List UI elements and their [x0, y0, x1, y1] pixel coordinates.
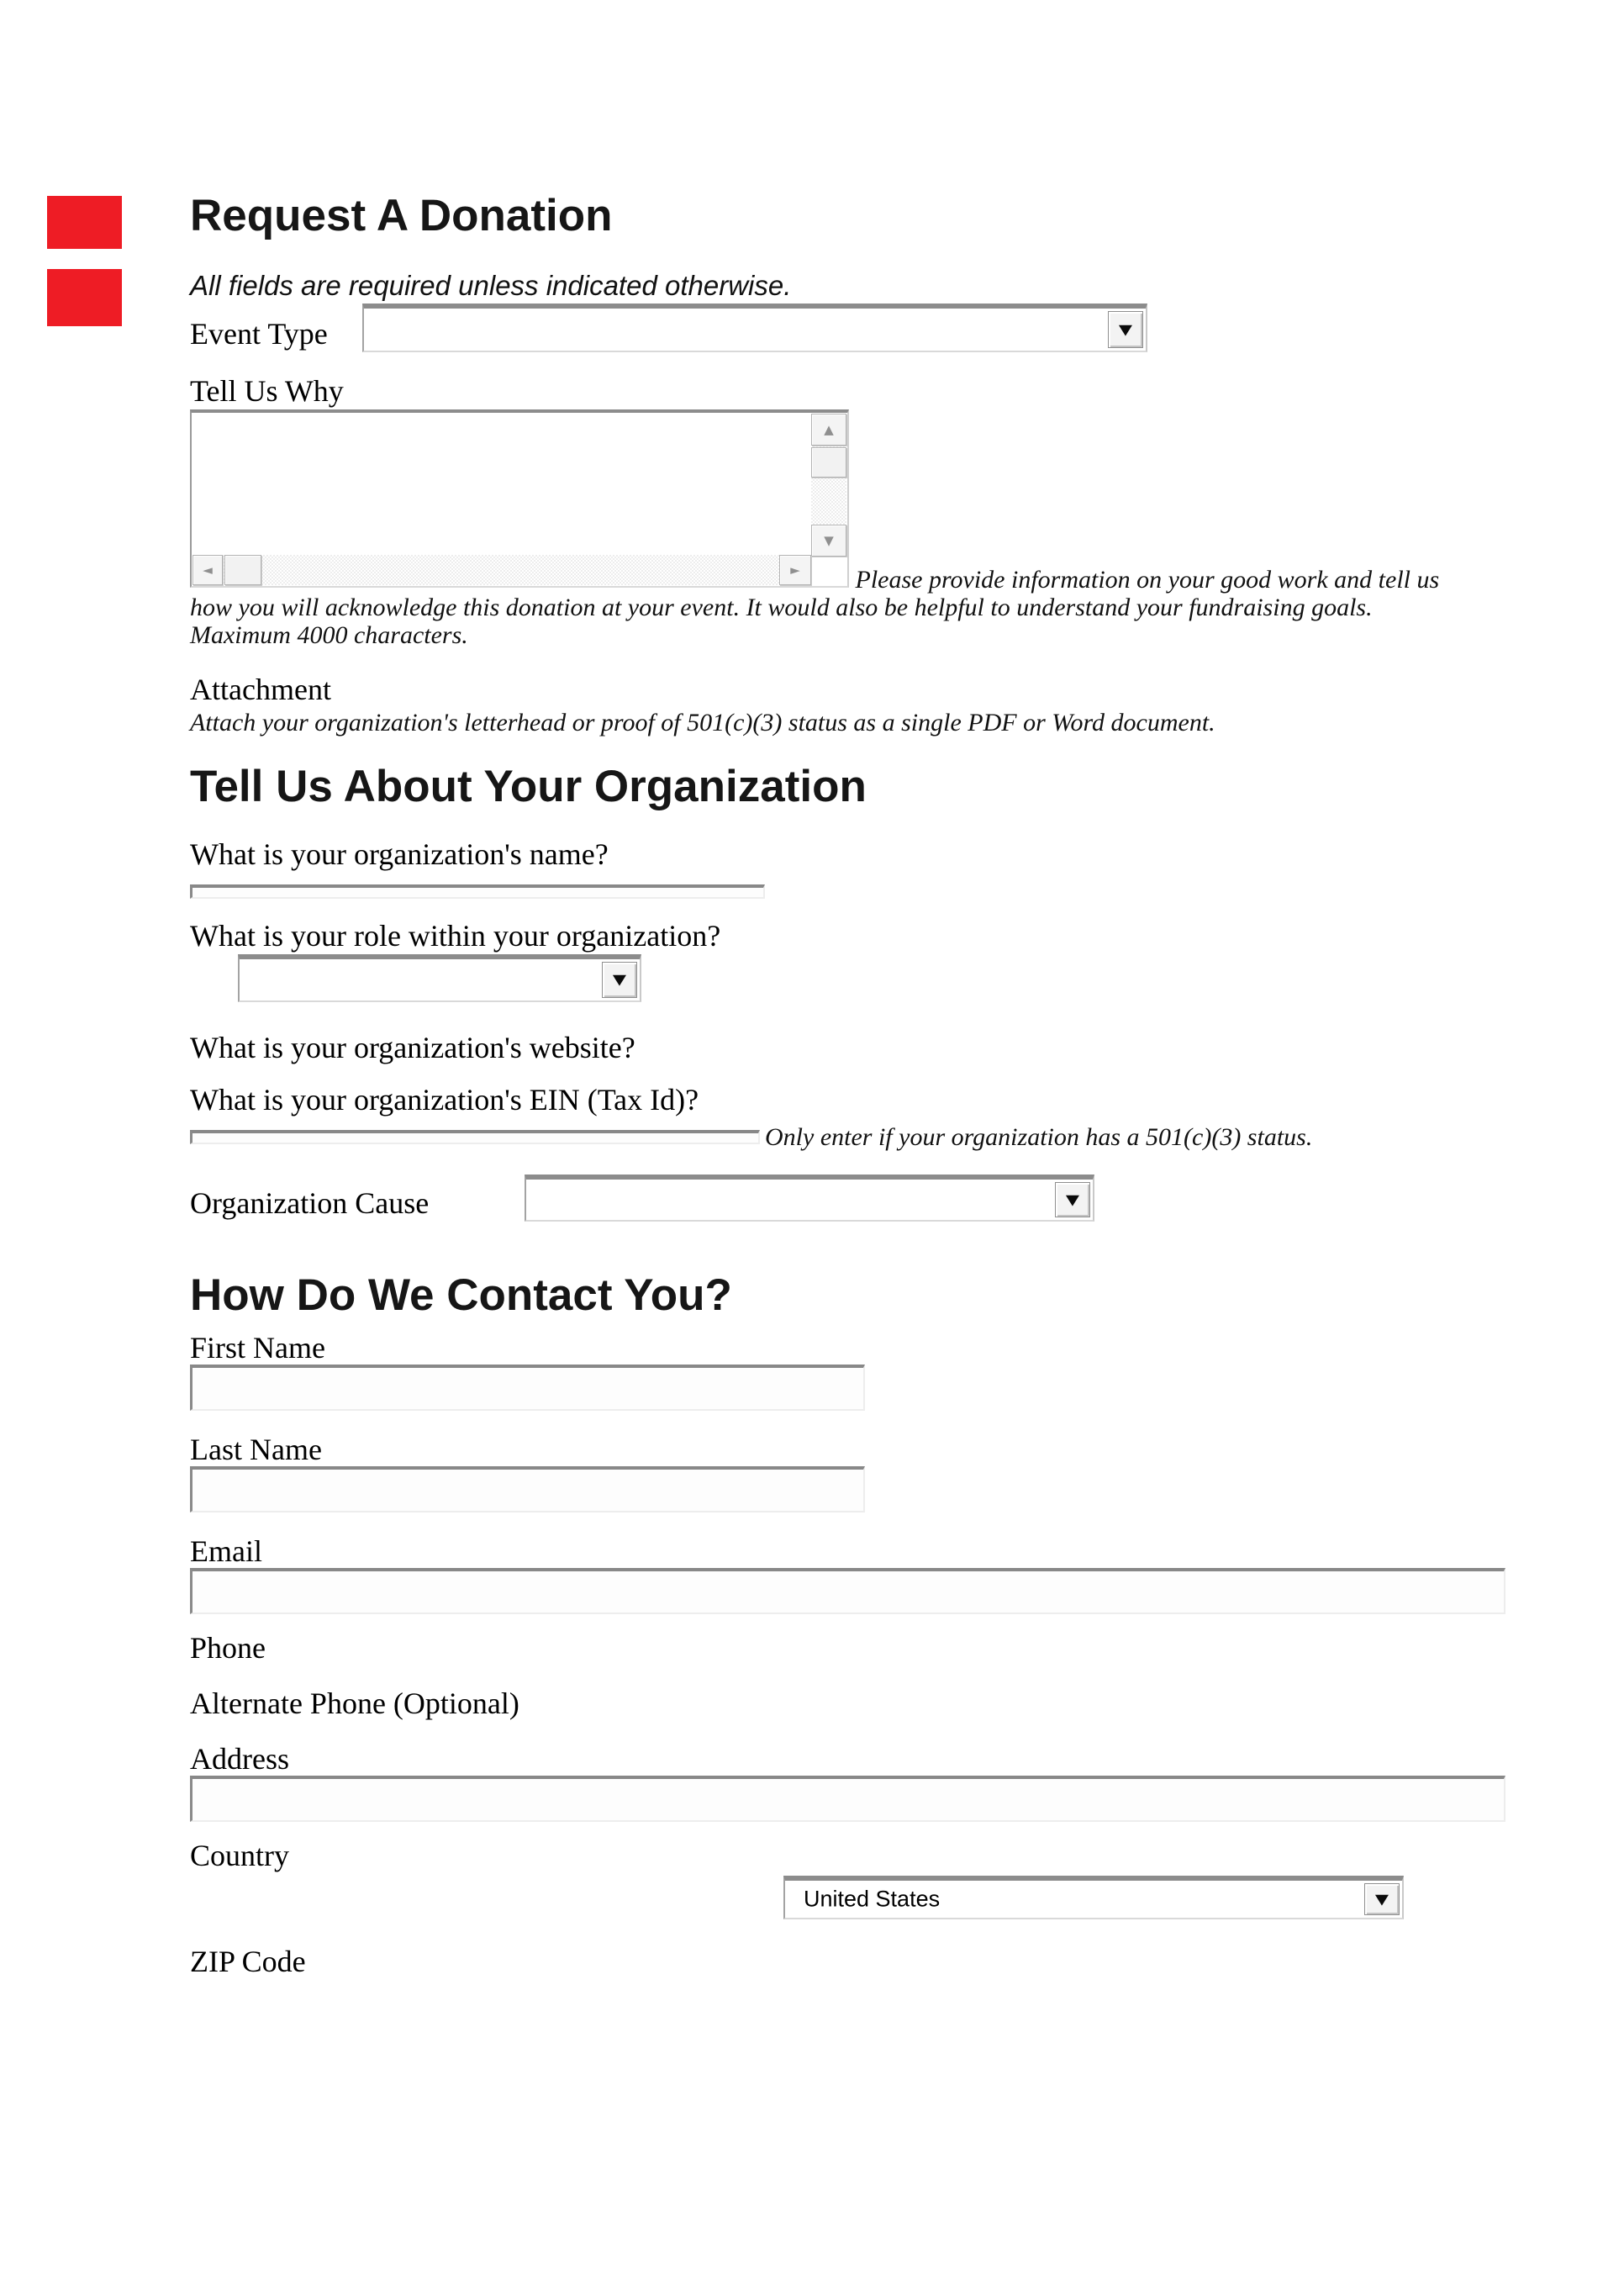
first-name-label: First Name: [190, 1331, 325, 1365]
last-name-input[interactable]: [190, 1466, 865, 1512]
organization-cause-row: [190, 1175, 1511, 1222]
event-type-select[interactable]: [362, 304, 1147, 352]
phone-label: Phone: [190, 1631, 266, 1665]
scroll-right-button[interactable]: [779, 555, 811, 585]
first-name-input[interactable]: [190, 1365, 865, 1411]
chevron-down-icon: ▼: [1065, 1191, 1080, 1208]
org-ein-input[interactable]: [190, 1130, 760, 1144]
tell-us-why-block: [190, 409, 1447, 649]
horizontal-scroll-thumb[interactable]: [224, 555, 261, 585]
tell-us-why-textarea[interactable]: [190, 409, 849, 588]
tell-us-why-label: Tell Us Why: [190, 374, 344, 408]
red-placeholder-bar-top: [47, 196, 122, 249]
contact-section-heading: How Do We Contact You?: [190, 1270, 732, 1320]
address-label: Address: [190, 1742, 289, 1776]
chevron-down-icon: ▼: [1374, 1891, 1389, 1908]
horizontal-scrollbar[interactable]: [192, 555, 811, 585]
attachment-label: Attachment: [190, 673, 331, 706]
attachment-help-text: Attach your organization's letterhead or proof of 501(c)(3) status as a single PDF or Word document.: [190, 709, 1215, 736]
org-role-label: What is your role within your organization?: [190, 919, 721, 953]
event-type-row: [190, 304, 1511, 352]
country-label: Country: [190, 1839, 290, 1872]
tell-us-why-help-text: Please provide information on your good work and tell us how you will acknowledge this donation at your event. It would also be helpful to understand your fundraising goals. Maximum 4000 characters.: [190, 566, 1440, 649]
red-placeholder-bar-bottom: [47, 269, 122, 326]
event-type-dropdown-button[interactable]: [1108, 311, 1143, 348]
scroll-left-button[interactable]: [192, 555, 223, 585]
vertical-scroll-thumb[interactable]: [811, 447, 846, 478]
arrow-left-icon: ◄: [203, 562, 213, 578]
alternate-phone-label: Alternate Phone (Optional): [190, 1687, 519, 1720]
country-dropdown-button[interactable]: [1364, 1883, 1400, 1915]
email-label: Email: [190, 1534, 262, 1568]
org-cause-label: Organization Cause: [190, 1186, 430, 1220]
last-name-label: Last Name: [190, 1433, 322, 1466]
vertical-scrollbar[interactable]: [811, 414, 846, 557]
address-input[interactable]: [190, 1776, 1505, 1822]
org-name-input[interactable]: [190, 884, 765, 899]
email-input[interactable]: [190, 1568, 1505, 1614]
country-select[interactable]: [783, 1876, 1404, 1919]
org-role-select[interactable]: [238, 954, 641, 1002]
org-cause-dropdown-button[interactable]: [1055, 1182, 1090, 1217]
organization-section-heading: Tell Us About Your Organization: [190, 762, 867, 811]
country-selected-value: United States: [804, 1886, 941, 1912]
chevron-down-icon: ▼: [1118, 321, 1133, 338]
org-ein-row: [190, 1123, 1511, 1151]
org-ein-label: What is your organization's EIN (Tax Id)?: [190, 1083, 699, 1116]
chevron-down-icon: ▼: [612, 971, 627, 988]
event-type-label: Event Type: [190, 317, 328, 351]
org-role-dropdown-button[interactable]: [602, 962, 637, 998]
arrow-up-icon: ▲: [824, 421, 834, 437]
donation-form: [190, 189, 1511, 1978]
zip-code-label: ZIP Code: [190, 1945, 306, 1978]
arrow-right-icon: ►: [790, 562, 800, 578]
org-cause-select[interactable]: [525, 1175, 1094, 1222]
org-website-label: What is your organization's website?: [190, 1031, 635, 1064]
page-title: Request A Donation: [190, 191, 613, 240]
required-fields-note: All fields are required unless indicated otherwise.: [190, 270, 792, 301]
org-ein-help-text: Only enter if your organization has a 501(c)(3) status.: [765, 1123, 1313, 1151]
scroll-down-button[interactable]: [811, 525, 846, 557]
arrow-down-icon: ▼: [824, 532, 834, 548]
scroll-up-button[interactable]: [811, 414, 846, 446]
org-name-label: What is your organization's name?: [190, 837, 609, 871]
